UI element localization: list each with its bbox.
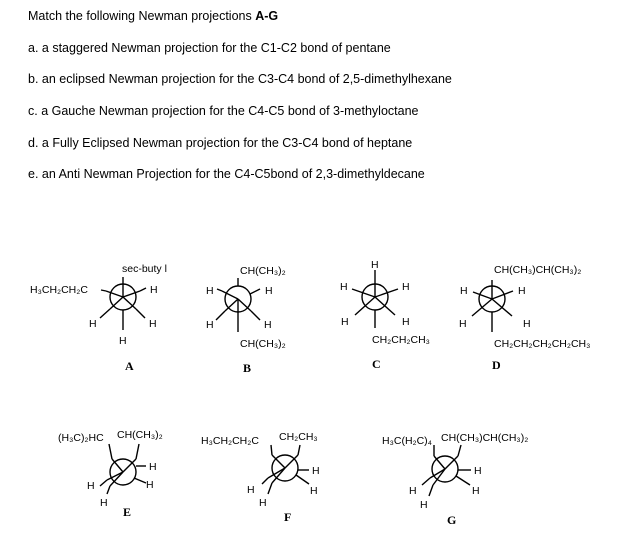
label-f-right: H	[312, 465, 320, 477]
label-f-br: H	[310, 485, 318, 497]
bond-e-ul-ext	[109, 444, 112, 459]
label-e-br: H	[146, 479, 154, 491]
item-b: b. an eclipsed Newman projection for the C3-C4 bond of 2,5-dimethylhexane	[28, 72, 452, 86]
label-a-bottom: H	[119, 335, 127, 347]
label-d-br: H	[523, 318, 531, 330]
bond-e-ur-ext	[136, 444, 139, 459]
letter-b: B	[243, 361, 252, 375]
letter-c: C	[372, 357, 381, 371]
label-b-bottom: CH(CH₃)₂	[240, 338, 286, 350]
label-a-right: H	[150, 284, 158, 296]
label-d-bottom: CH₂CH₂CH₂CH₂CH₃	[494, 338, 591, 350]
label-f-bl: H	[247, 484, 255, 496]
label-d-right: H	[518, 285, 526, 297]
label-b-top: CH(CH₃)₂	[240, 265, 286, 277]
projection-g	[382, 432, 528, 527]
bond-c-bl	[355, 297, 375, 315]
projection-b	[206, 265, 286, 375]
projection-d	[459, 264, 590, 372]
bond-f-down-ext	[268, 483, 272, 494]
label-g-br: H	[472, 485, 480, 497]
bond-f-ur-ext	[298, 445, 300, 455]
item-c: c. a Gauche Newman projection for the C4-C5 bond of 3-methyloctane	[28, 104, 419, 118]
bond-a-br-ext	[136, 309, 145, 318]
label-a-left: H₃CH₂CH₂C	[30, 284, 88, 296]
label-c-bl: H	[341, 316, 349, 328]
label-b-right: H	[265, 285, 273, 297]
label-b-br: H	[264, 319, 272, 331]
label-g-top-right: CH(CH₃)CH(CH₃)₂	[441, 432, 529, 444]
bond-b-left-ext	[217, 289, 222, 291]
label-g-right: H	[474, 465, 482, 477]
bond-e-bl-ext	[100, 480, 107, 486]
bond-f-ul-ext	[271, 445, 272, 455]
bond-b-br-ext	[251, 311, 260, 320]
bond-a-front-left	[106, 291, 123, 297]
label-b-left: H	[206, 285, 214, 297]
bond-c-br	[375, 297, 395, 315]
label-a-br: H	[149, 318, 157, 330]
label-d-top: CH(CH₃)CH(CH₃)₂	[494, 264, 582, 276]
label-c-right: H	[402, 281, 410, 293]
question-range: A-G	[255, 9, 279, 23]
label-e-top-left: (H₃C)₂HC	[58, 432, 104, 444]
item-e: e. an Anti Newman Projection for the C4-C5bond of 2,3-dimethyldecane	[28, 167, 425, 181]
item-d: d. a Fully Eclipsed Newman projection for the C3-C4 bond of heptane	[28, 136, 413, 150]
bond-a-left-ext	[101, 290, 106, 291]
label-e-bottom: H	[100, 497, 108, 509]
bond-f-front-bl	[268, 468, 285, 478]
item-a: a. a staggered Newman projection for the C1-C2 bond of pentane	[28, 41, 391, 55]
label-d-left: H	[460, 285, 468, 297]
bond-d-br	[492, 299, 512, 316]
label-f-top-left: H₃CH₂CH₂C	[201, 435, 259, 447]
bond-d-bl	[472, 299, 492, 316]
label-g-bl: H	[409, 485, 417, 497]
bond-b-bl-ext	[216, 311, 225, 320]
bond-a-front-right	[123, 291, 140, 297]
letter-d: D	[492, 358, 501, 372]
letter-e: E	[123, 505, 132, 519]
label-c-bottom: CH₂CH₂CH₃	[372, 334, 430, 346]
question-prefix: Match the following Newman projections	[28, 9, 256, 23]
bond-d-left	[473, 292, 492, 299]
bond-a-bl-ext	[100, 309, 110, 318]
projection-e	[58, 429, 163, 519]
label-a-top: sec-buty l	[122, 263, 167, 275]
bond-f-bl-ext	[262, 478, 268, 484]
bond-b-back-right	[250, 289, 260, 294]
bond-g-bl-ext	[422, 478, 430, 485]
label-c-left: H	[340, 281, 348, 293]
label-e-top-right: CH(CH₃)₂	[117, 429, 163, 441]
projection-c	[340, 259, 430, 371]
label-c-top: H	[371, 259, 379, 271]
letter-a: A	[125, 359, 134, 373]
bond-g-back-br	[456, 476, 470, 485]
projection-f	[201, 431, 320, 524]
letter-f: F	[284, 510, 292, 524]
label-b-bl: H	[206, 319, 214, 331]
bond-f-back-br	[296, 475, 309, 484]
label-g-top-left: H₃C(H₂C)₄	[382, 435, 432, 447]
projection-a	[30, 263, 167, 373]
bond-e-back-br	[134, 478, 146, 483]
label-c-br: H	[402, 316, 410, 328]
bond-a-right-ext	[140, 288, 146, 291]
label-g-bottom: H	[420, 499, 428, 511]
label-d-bl: H	[459, 318, 467, 330]
label-e-bl: H	[87, 480, 95, 492]
bond-e-down-ext	[107, 486, 110, 494]
label-a-bl: H	[89, 318, 97, 330]
label-f-bottom: H	[259, 497, 267, 509]
letter-g: G	[447, 513, 457, 527]
bond-g-ur-ext	[458, 445, 461, 456]
label-e-right: H	[149, 461, 157, 473]
bond-g-down-ext	[429, 485, 433, 496]
label-f-top-right: CH₂CH₃	[279, 431, 318, 443]
